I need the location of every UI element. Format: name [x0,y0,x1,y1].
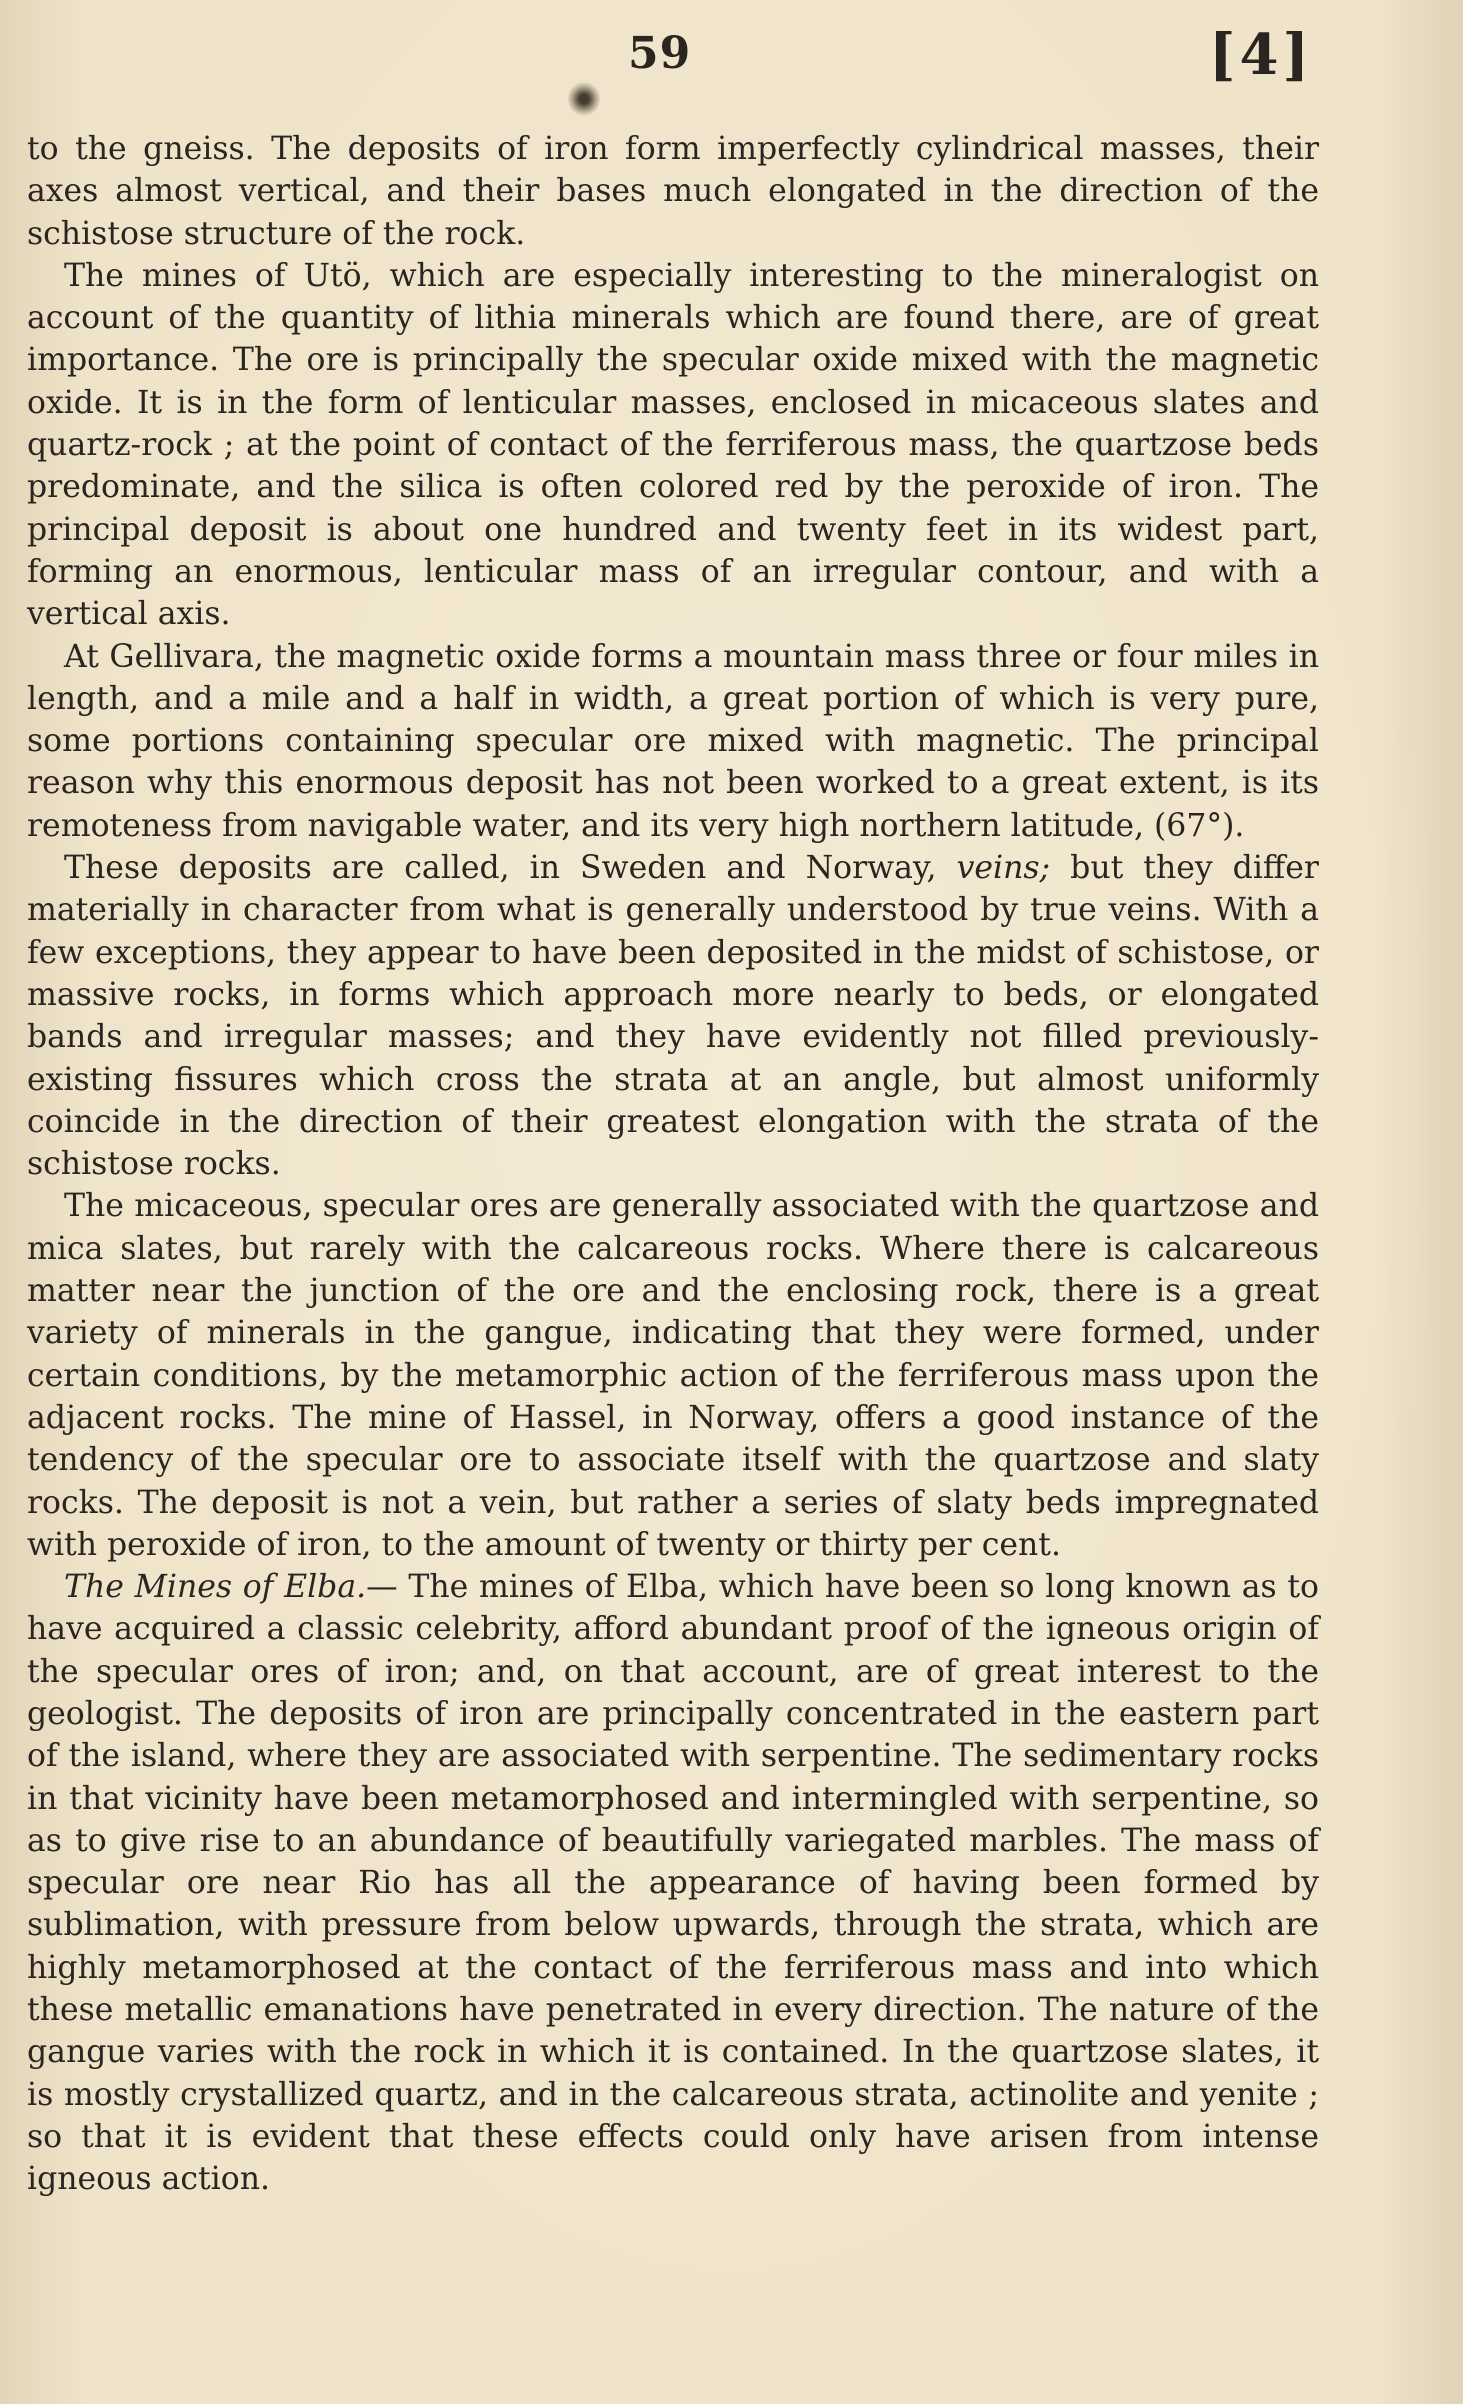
paragraph-elba [27,1566,1319,2200]
paragraph-veins [27,847,1319,1185]
ink-blot [568,82,600,116]
paragraph-uto-mines: The mines of Utö, which are especially interesting to the mineralogist on account of the quantity of lithia minerals which are found there, are of great importance. The ore is principally the specular oxide mixed with the magnetic oxide. It is in the form of lenticular masses, enclosed in micaceous slates and quartz-rock ; at the point of contact of the ferriferous mass, the quartzose beds predominate, and the silica is often colored red by the peroxide of iron. The principal deposit is about one hundred and twenty feet in its widest part, forming an enormous, lenticular mass of an irregular contour, and with a vertical axis. [27,257,1319,633]
section-heading-elba: The Mines of Elba. [64,1569,367,1606]
paragraph-veins-before: These deposits are called, in Sweden and Norway, [64,850,957,887]
paragraph-elba-text: — The mines of Elba, which have been so long known as to have acquired a classic celebrity, afford abundant proof of the igneous origin of the specular ores of iron; and, on that account, are of great interest to the geologist. The deposits of iron are principally concentrated in the eastern part of the island, where they are associated with serpentine. The sedimentary rocks in that vicinity have been metamorphosed and intermingled with serpentine, so as to give rise to an abundance of beautifully variegated marbles. The mass of specular ore near Rio has all the appearance of having been formed by sublimation, with pressure from below upwards, through the strata, which are highly metamorphosed at the contact of the ferriferous mass and into which these metallic emanations have penetrated in every direction. The nature of the gangue varies with the rock in which it is contained. In the quartzose slates, it is mostly crystallized quartz, and in the calcareous strata, actinolite and yenite ; so that it is evident that these effects could only have arisen from intense igneous action. [27,1569,1319,2198]
paragraph-specular-ores: The micaceous, specular ores are generally associated with the quartzose and mica slates, but rarely with the calcareous rocks. Where there is calcareous matter near the junction of the ore and the enclosing rock, there is a great variety of minerals in the gangue, indicating that they were formed, under certain conditions, by the metamorphic action of the ferriferous mass upon the adjacent rocks. The mine of Hassel, in Norway, offers a good instance of the tendency of the specular ore to associate itself with the quartzose and slaty rocks. The deposit is not a vein, but rather a series of slaty beds impregnated with peroxide of iron, to the amount of twenty or thirty per cent. [27,1188,1319,1563]
body-text [27,128,1319,2201]
paragraph-gellivara: At Gellivara, the magnetic oxide forms a mountain mass three or four miles in length, and a mile and a half in width, a great portion of which is very pure, some portions containing specular ore mixed with magnetic. The principal reason why this enormous deposit has not been worked to a great extent, is its remoteness from navigable water, and its very high northern latitude, (67°). [27,638,1319,844]
signature-mark: [4] [1209,22,1313,88]
page-header [0,22,1463,92]
page-number: 59 [628,28,692,79]
italic-veins: veins; [956,850,1051,887]
paragraph-veins-after: but they differ materially in character from what is generally understood by true veins. With a few exceptions, they appear to have been deposited in the midst of schistose, or massive rocks, in forms which approach more nearly to beds, or elongated bands and irregular masses; and they have evidently not filled previously-existing fissures which cross the strata at an angle, but almost uniformly coincide in the direction of their greatest elongation with the strata of the schistose rocks. [27,850,1319,1183]
paragraph-continuation: to the gneiss. The deposits of iron form imperfectly cylindrical masses, their axes almost vertical, and their bases much elongated in the direction of the schistose structure of the rock. [27,131,1319,252]
